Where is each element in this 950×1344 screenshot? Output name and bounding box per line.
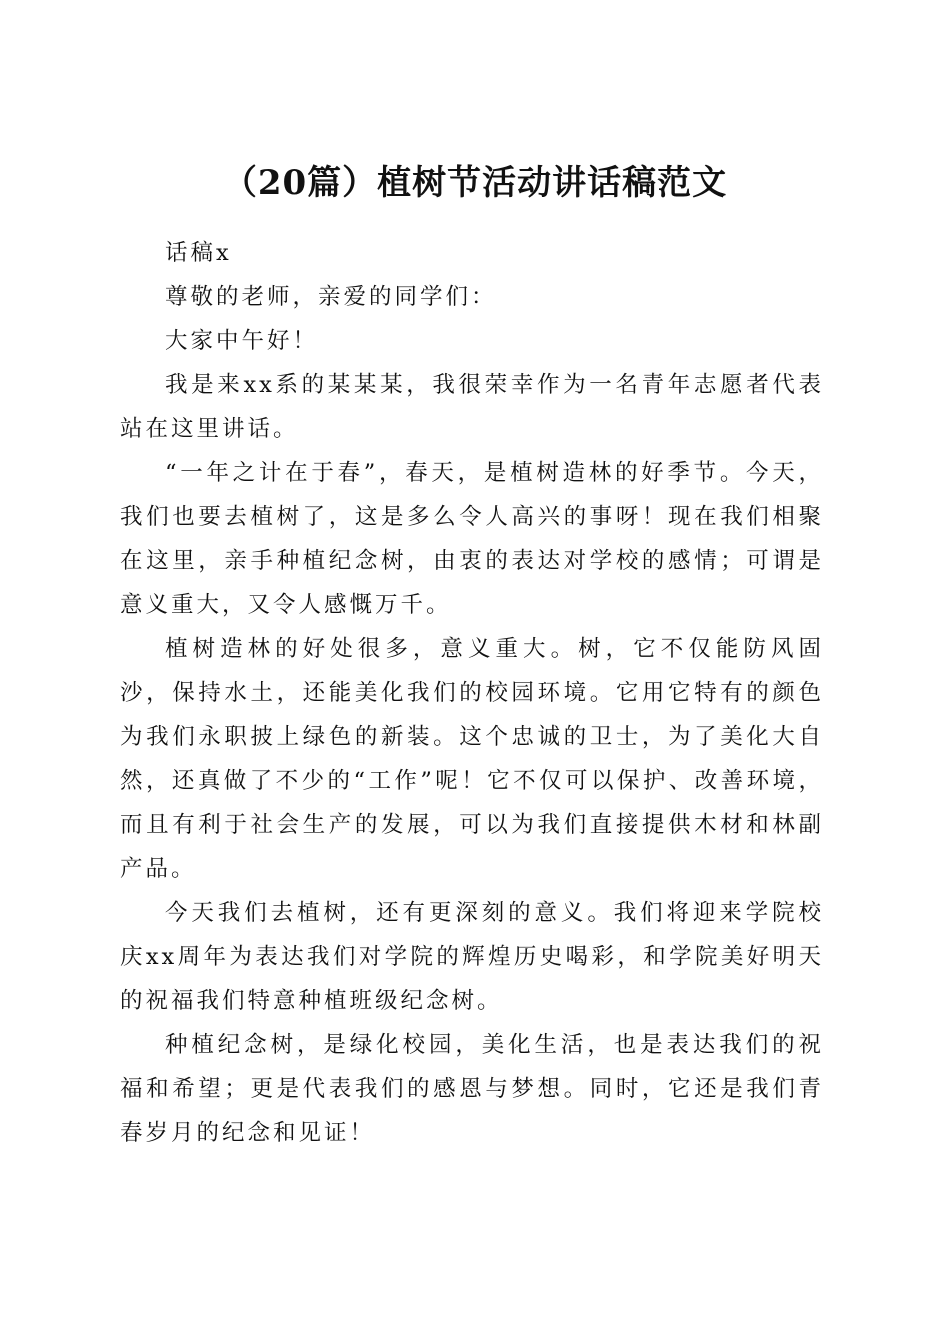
paragraph-benefits: 植树造林的好处很多，意义重大。树，它不仅能防风固沙，保持水土，还能美化我们的校园环境。它用它特有的颜色为我们永职披上绿色的新装。这个忠诚的卫士，为了美化大自然，还真做了不少的“工作”呢！它不仅可以保护、改善环境，而且有利于社会生产的发展，可以为我们直接提供木材和林副产品。 xyxy=(120,636,824,882)
paragraph-salutation: 尊敬的老师，亲爱的同学们： xyxy=(165,284,497,310)
document-title: （20篇）植树节活动讲话稿范文 xyxy=(222,162,728,203)
paragraph-introduction: 我是来xx系的某某某，我很荣幸作为一名青年志愿者代表站在这里讲话。 xyxy=(120,372,824,442)
paragraph-conclusion: 种植纪念树，是绿化校园，美化生活，也是表达我们的祝福和希望；更是代表我们的感恩与梦想。同时，它还是我们青春岁月的纪念和见证！ xyxy=(120,1032,824,1146)
document-body xyxy=(120,231,824,1155)
paragraph-greeting: 大家中午好！ xyxy=(165,328,319,354)
paragraph-anniversary: 今天我们去植树，还有更深刻的意义。我们将迎来学院校庆xx周年为表达我们对学院的辉煌历史喝彩，和学院美好明天的祝福我们特意种植班级纪念树。 xyxy=(120,900,824,1014)
paragraph-spring: “一年之计在于春”，春天，是植树造林的好季节。今天，我们也要去植树了，这是多么令人高兴的事呀！现在我们相聚在这里，亲手种植纪念树，由衷的表达对学校的感情；可谓是意义重大，又令人感慨万千。 xyxy=(120,460,824,618)
paragraph-heading-fragment: 话稿x xyxy=(165,240,232,266)
